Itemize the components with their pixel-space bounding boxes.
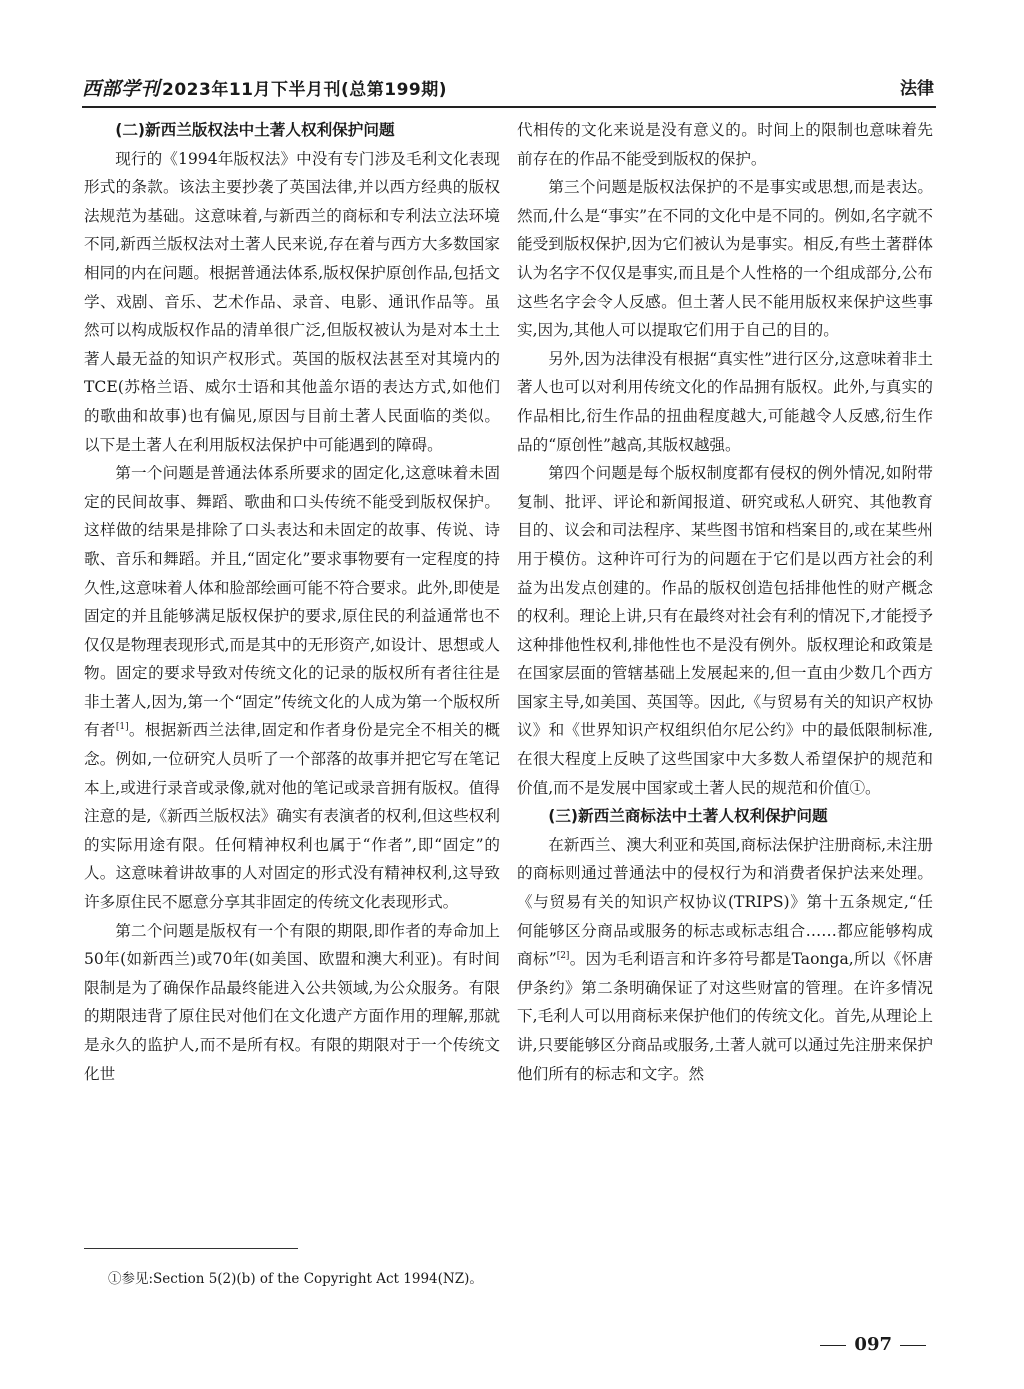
paragraph-text: 。根据新西兰法律,固定和作者身份是完全不相关的概念。例如,一位研究人员听了一个部落的故事并把它写在笔记本上,或进行录音或录像,就对他的笔记或录音拥有版权。值得注意的是,《新西兰版权法》确实有表演者的权利,但这些权利的实际用途有限。任何精神权利也属于“作者”,即“固定”的人。这意味着讲故事的人对固定的形式没有精神权利,这导致许多原住民不愿意分享其非固定的传统文化表现形式。: [84, 721, 500, 912]
page-number-block: [812, 1334, 934, 1355]
paragraph: 第三个问题是版权法保护的不是事实或思想,而是表达。然而,什么是“事实”在不同的文化中是不同的。例如,名字就不能受到版权保护,因为它们被认为是事实。相反,有些土著群体认为名字不仅仅是事实,而且是个人性格的一个组成部分,公布这些名字会令人反感。但土著人民不能用版权来保护这些事实,因为,其他人可以提取它们用于自己的目的。: [517, 178, 933, 340]
paragraph: [517, 831, 933, 1088]
section-heading-trademark: (三)新西兰商标法中土著人权利保护问题: [548, 807, 828, 826]
paragraph-text: 。因为毛利语言和许多符号都是Taonga,所以《怀唐伊条约》第二条明确保证了对这些财富的管理。在许多情况下,毛利人可以用商标来保护他们的传统文化。首先,从理论上讲,只要能够区分商品或服务,土著人就可以通过先注册来保护他们所有的标志和文字。然: [517, 950, 934, 1083]
paragraph: [84, 459, 500, 917]
citation-ref[interactable]: [2]: [556, 951, 570, 962]
paragraph-text: 在新西兰、澳大利亚和英国,商标法保护注册商标,未注册的商标则通过普通法中的侵权行为和消费者保护法来处理。《与贸易有关的知识产权协议(TRIPS)》第十五条规定,“任何能够区分商品或服务的标志或标志组合……都应能够构成商标”: [517, 835, 933, 969]
paragraph-text: 第四个问题是每个版权制度都有侵权的例外情况,如附带复制、批评、评论和新闻报道、研究或私人研究、其他教育目的、议会和司法程序、某些图书馆和档案目的,或在某些州用于模仿。这种许可行为的问题在于它们是以西方社会的利益为出发点创建的。作品的版权创造包括排他性的财产概念的权利。理论上讲,只有在最终对社会有利的情况下,才能授予这种排他性权利,排他性也不是没有例外。版权理论和政策是在国家层面的管辖基础上发展起来的,但一直由少数几个西方国家主导,如美国、英国等。因此,《与贸易有关的知识产权协议》和《世界知识产权组织伯尔尼公约》中的最低限制标准,在很大程度上反映了这些国家中大多数人希望保护的规范和价值,而不是发展中国家或土著人民的规范和价值: [517, 464, 933, 797]
section-heading-copyright: (二)新西兰版权法中土著人权利保护问题: [115, 121, 395, 139]
journal-name: 西部学刊: [82, 78, 161, 100]
paragraph: 第二个问题是版权有一个有限的期限,即作者的寿命加上50年(如新西兰)或70年(如美国、欧盟和澳大利亚)。有时间限制是为了确保作品最终能进入公共领域,为公众服务。有限的期限违背了原住民对他们在文化遗产方面作用的理解,那就是永久的监护人,而不是所有权。有限的期限对于一个传统文化世: [84, 921, 500, 1083]
right-column: [517, 116, 933, 1088]
footnote: ①参见:Section 5(2)(b) of the Copyright Act 1994(NZ)。: [108, 1271, 483, 1287]
issue-info: 2023年11月下半月刊(总第199期): [162, 80, 448, 100]
section-label: 法律: [900, 79, 934, 99]
journal-masthead: [82, 74, 447, 101]
running-header: [82, 72, 936, 108]
footnote-divider: [84, 1248, 298, 1249]
paragraph: 现行的《1994年版权法》中没有专门涉及毛利文化表现形式的条款。该法主要抄袭了英国法律,并以西方经典的版权法规范为基础。这意味着,与新西兰的商标和专利法立法环境不同,新西兰版权法对土著人民来说,存在着与西方大多数国家相同的内在问题。根据普通法体系,版权保护原创作品,包括文学、戏剧、音乐、艺术作品、录音、电影、通讯作品等。虽然可以构成版权作品的清单很广泛,但版权被认为是对本土土著人最无益的知识产权形式。英国的版权法甚至对其境内的TCE(苏格兰语、威尔士语和其他盖尔语的表达方式,如他们的歌曲和故事)也有偏见,原因与目前土著人民面临的类似。以下是土著人在利用版权法保护中可能遇到的障碍。: [84, 149, 500, 454]
page-number: 097: [854, 1334, 892, 1355]
dash-left: [820, 1345, 846, 1346]
left-column: [84, 116, 500, 1088]
footnote-marker[interactable]: ①: [849, 778, 866, 797]
paragraph: 另外,因为法律没有根据“真实性”进行区分,这意味着非土著人也可以对利用传统文化的作品拥有版权。此外,与真实的作品相比,衍生作品的扭曲程度越大,可能越令人反感,衍生作品的“原创性”越高,其版权越强。: [517, 349, 933, 454]
citation-ref[interactable]: [1]: [115, 722, 129, 733]
paragraph-continued: 代相传的文化来说是没有意义的。时间上的限制也意味着先前存在的作品不能受到版权的保护。: [517, 121, 933, 168]
paragraph-text: 第一个问题是普通法体系所要求的固定化,这意味着未固定的民间故事、舞蹈、歌曲和口头传统不能受到版权保护。这样做的结果是排除了口头表达和未固定的故事、传说、诗歌、音乐和舞蹈。并且,“固定化”要求事物要有一定程度的持久性,这意味着人体和脸部绘画可能不符合要求。此外,即使是固定的并且能够满足版权保护的要求,原住民的利益通常也不仅仅是物理表现形式,而是其中的无形资产,如设计、思想或人物。固定的要求导致对传统文化的记录的版权所有者往往是非土著人,因为,第一个“固定”传统文化的人成为第一个版权所有者: [84, 464, 500, 740]
paragraph-text: 。: [865, 778, 881, 797]
paragraph: [517, 459, 933, 802]
dash-right: [900, 1345, 926, 1346]
